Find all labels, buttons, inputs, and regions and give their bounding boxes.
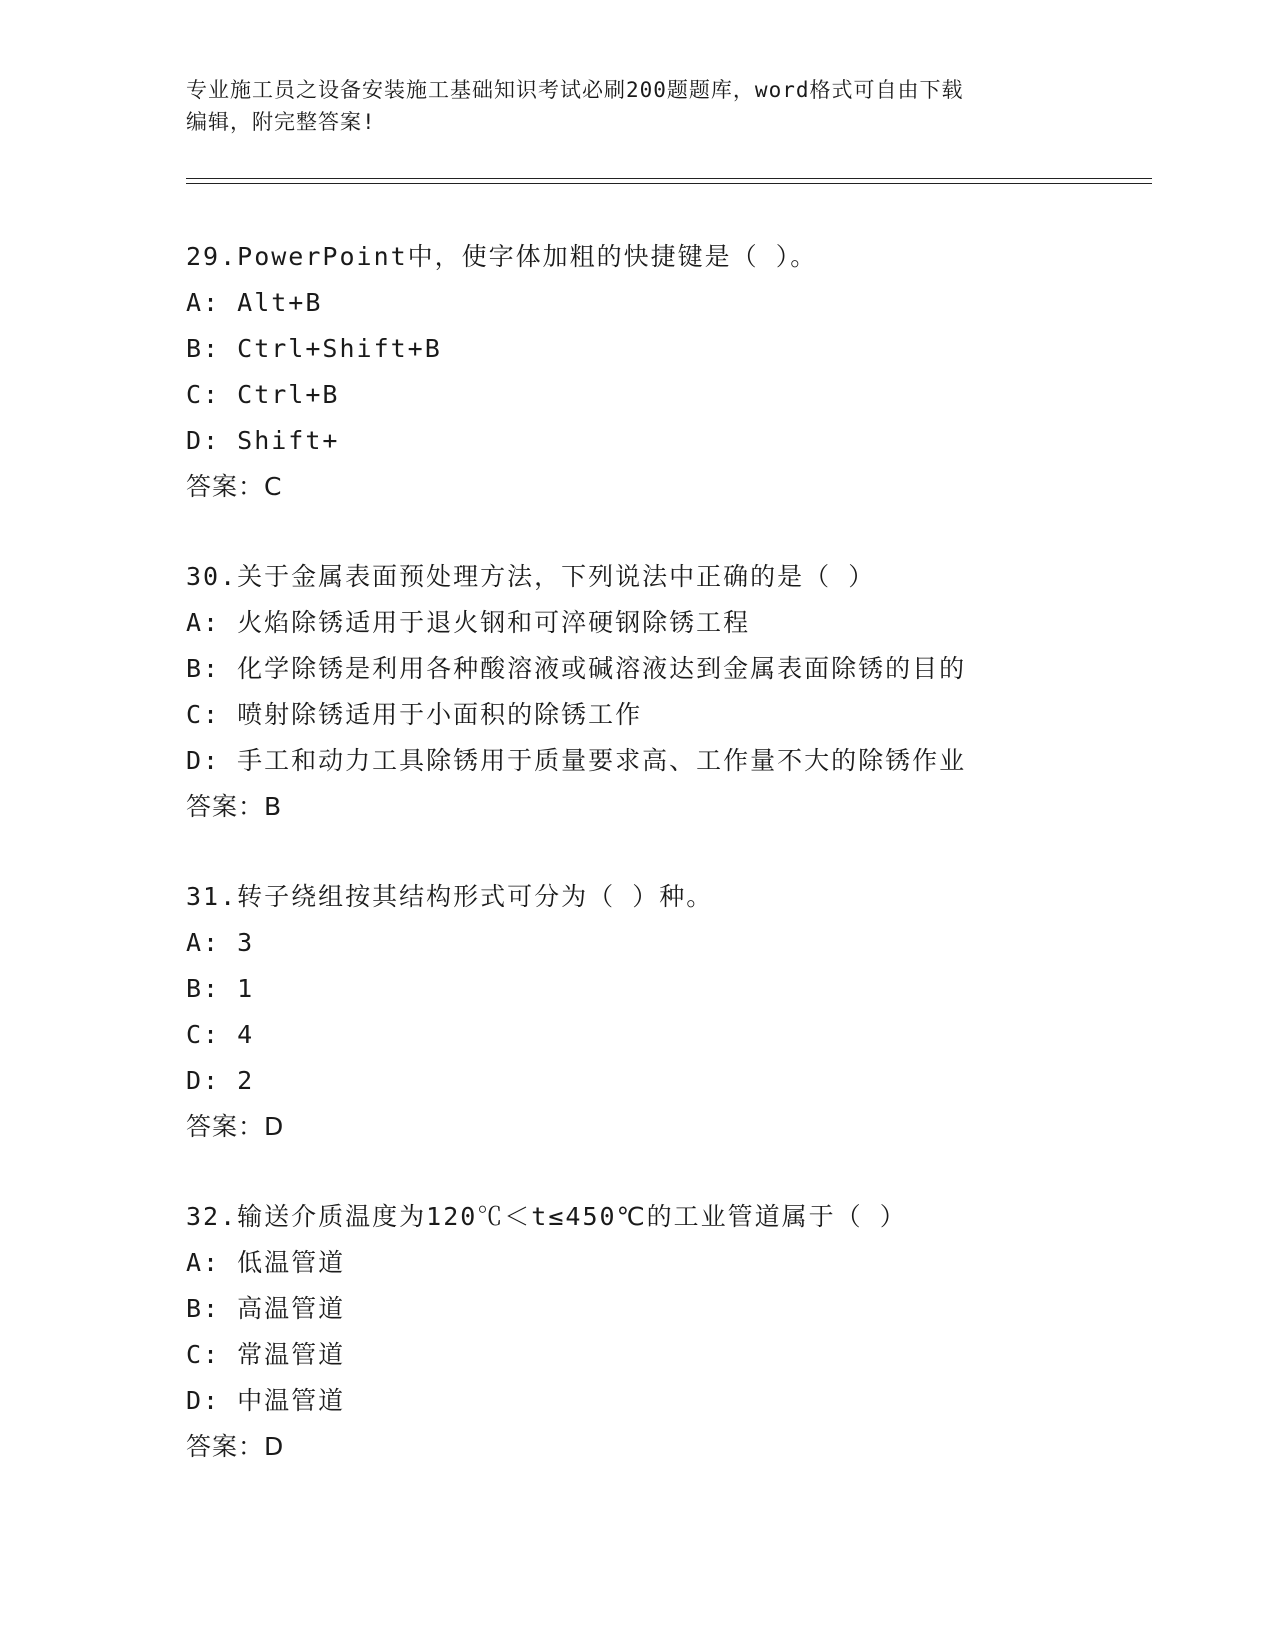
question-stem: 31.转子绕组按其结构形式可分为（ ）种。 — [186, 882, 714, 911]
answer: 答案：B — [186, 792, 283, 821]
option-c: C: 常温管道 — [186, 1340, 346, 1369]
option-a: A: 3 — [186, 928, 255, 957]
question-stem: 32.输送介质温度为120℃＜t≤450℃的工业管道属于（ ） — [186, 1202, 907, 1231]
question-29 — [186, 234, 1146, 510]
question-31 — [186, 874, 1146, 1150]
option-d: D: 2 — [186, 1066, 255, 1095]
option-c: C: 4 — [186, 1020, 255, 1049]
option-b: B: 化学除锈是利用各种酸溶液或碱溶液达到金属表面除锈的目的 — [186, 654, 967, 683]
answer: 答案：C — [186, 472, 283, 501]
option-a: A: 火焰除锈适用于退火钢和可淬硬钢除锈工程 — [186, 608, 751, 637]
option-a: A: 低温管道 — [186, 1248, 346, 1277]
option-d: D: 中温管道 — [186, 1386, 346, 1415]
option-a: A: Alt+B — [186, 288, 323, 317]
answer: 答案：D — [186, 1432, 285, 1461]
header-divider-bottom — [186, 183, 1152, 184]
option-c: C: Ctrl+B — [186, 380, 340, 409]
question-stem: 29.PowerPoint中，使字体加粗的快捷键是（ ）。 — [186, 242, 818, 271]
question-32 — [186, 1194, 1146, 1470]
header-title-line-2: 编辑，附完整答案! — [186, 110, 376, 134]
option-c: C: 喷射除锈适用于小面积的除锈工作 — [186, 700, 643, 729]
question-30 — [186, 554, 1146, 830]
option-b: B: 1 — [186, 974, 255, 1003]
option-d: D: 手工和动力工具除锈用于质量要求高、工作量不大的除锈作业 — [186, 746, 967, 775]
option-d: D: Shift+ — [186, 426, 340, 455]
question-stem: 30.关于金属表面预处理方法，下列说法中正确的是（ ） — [186, 562, 876, 591]
option-b: B: 高温管道 — [186, 1294, 346, 1323]
header-title-line-1: 专业施工员之设备安装施工基础知识考试必刷200题题库，word格式可自由下载 — [186, 78, 964, 102]
option-b: B: Ctrl+Shift+B — [186, 334, 442, 363]
document-header — [186, 74, 1086, 138]
answer: 答案：D — [186, 1112, 285, 1141]
question-list — [186, 234, 1146, 1514]
header-divider-top — [186, 178, 1152, 179]
